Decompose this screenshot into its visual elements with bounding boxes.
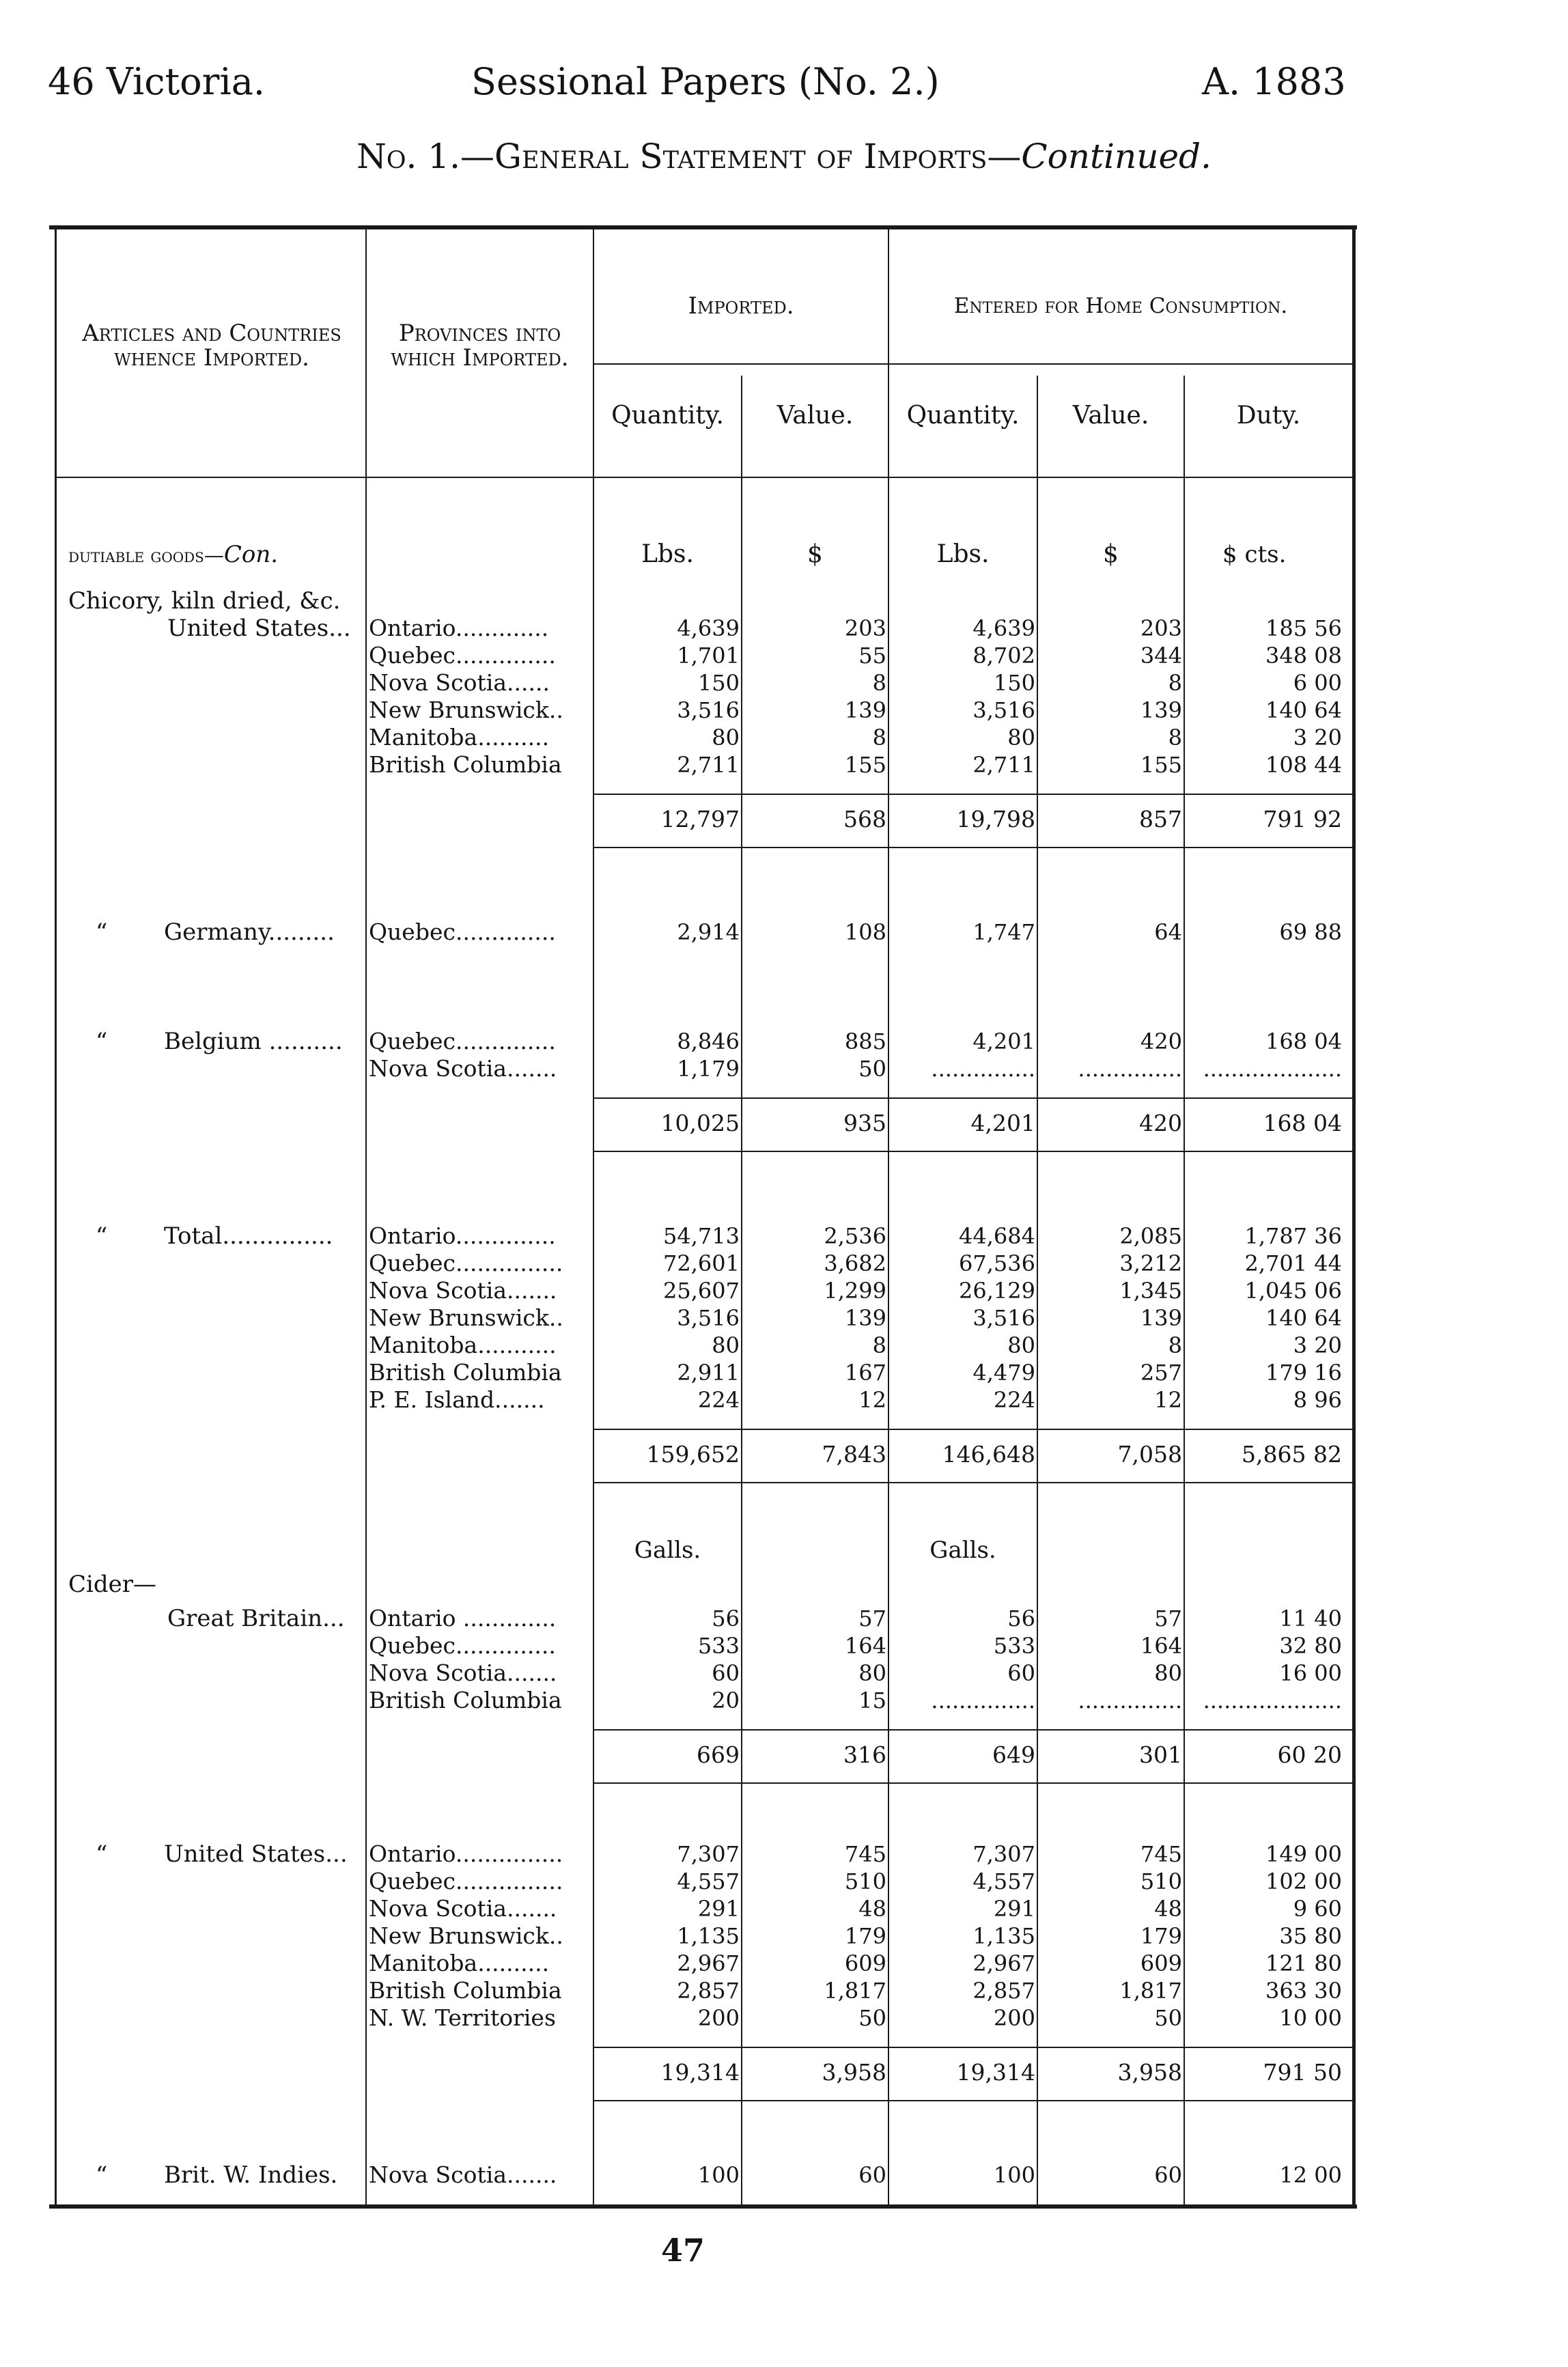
total-d: 791 50 — [1263, 2059, 1342, 2086]
ditto-mark: “ — [96, 1840, 108, 1868]
country-name: Total............... — [164, 1222, 333, 1250]
cell-d: 168 04 — [1265, 1028, 1342, 1054]
cell-v2: 80 — [1154, 1660, 1182, 1686]
cell-q: 54,713 — [663, 1223, 740, 1249]
province-name: Ontario............. — [369, 615, 549, 641]
province-name: Nova Scotia....... — [369, 1055, 557, 1082]
cell-d: 363 30 — [1265, 1978, 1342, 2004]
col-quantity2-header: Quantity. — [906, 402, 1020, 430]
cell-d: 9 60 — [1293, 1896, 1342, 1922]
unit-value2: $ — [1103, 540, 1119, 568]
cell-v: 745 — [844, 1841, 886, 1867]
province-name: Manitoba.......... — [369, 724, 550, 751]
province-name: Quebec............... — [369, 1250, 563, 1276]
title-continued: Continued. — [1021, 137, 1212, 176]
col-duty-header: Duty. — [1236, 402, 1301, 430]
cell-v: 179 — [844, 1923, 886, 1949]
province-name: Quebec............... — [369, 1868, 563, 1894]
cell-v: 1,299 — [824, 1278, 886, 1304]
cell-v2: 164 — [1140, 1633, 1182, 1659]
total-v: 568 — [843, 806, 886, 832]
cell-v: 164 — [844, 1633, 886, 1659]
cell-v: 55 — [858, 643, 886, 669]
unit-quantity2: Galls. — [929, 1537, 996, 1564]
cell-v: 203 — [844, 615, 886, 641]
cell-q2: 2,857 — [972, 1978, 1035, 2004]
total-v2: 3,958 — [1117, 2059, 1182, 2086]
header-split-rule — [593, 363, 1352, 365]
cell-q: 4,557 — [677, 1868, 740, 1894]
cell-q: 7,307 — [677, 1841, 740, 1867]
cell-v: 57 — [858, 1606, 886, 1631]
cell-d: 35 80 — [1279, 1923, 1342, 1949]
cell-q2: 80 — [1007, 725, 1035, 751]
cell-q: 80 — [712, 1332, 740, 1358]
total-d: 60 20 — [1277, 1741, 1342, 1768]
col-articles-header: Articles and Countries whence Imported. — [82, 320, 341, 372]
cell-q: 3,516 — [677, 1305, 740, 1331]
ditto-mark: “ — [96, 2161, 108, 2189]
cell-q: 2,711 — [677, 752, 740, 778]
cell-q: 224 — [697, 1387, 740, 1413]
cell-q2: 3,516 — [972, 697, 1035, 723]
cell-q2: 60 — [1007, 1660, 1035, 1686]
total-q: 12,797 — [660, 806, 740, 832]
cell-v2: ............... — [1078, 1056, 1182, 1082]
unit-duty: $ cts. — [1222, 541, 1287, 568]
cell-q: 2,857 — [677, 1978, 740, 2004]
cell-q2: 1,747 — [972, 919, 1035, 945]
cell-v: 8 — [872, 1332, 886, 1358]
unit-quantity: Lbs. — [641, 540, 694, 568]
total-rule-bottom — [594, 847, 1352, 848]
province-name: New Brunswick.. — [369, 1304, 563, 1331]
total-v2: 301 — [1139, 1741, 1182, 1768]
cell-v: 3,682 — [824, 1250, 886, 1276]
total-q2: 19,314 — [956, 2059, 1035, 2086]
unit-value: $ — [807, 540, 823, 568]
cell-q2: 80 — [1007, 1332, 1035, 1358]
table-bottom-rule — [49, 2204, 1357, 2209]
cell-v: 8 — [872, 725, 886, 751]
total-d: 791 92 — [1263, 806, 1342, 832]
total-q2: 4,201 — [970, 1110, 1035, 1136]
cell-q: 1,135 — [677, 1923, 740, 1949]
col-rule-4 — [888, 229, 889, 2204]
cell-q: 60 — [712, 1660, 740, 1686]
cell-q2: 100 — [993, 2162, 1035, 2188]
cell-d: 108 44 — [1265, 752, 1342, 778]
total-rule-top — [594, 1729, 1352, 1731]
cell-d: 1,787 36 — [1244, 1223, 1342, 1249]
cell-q: 8,846 — [677, 1028, 740, 1054]
col-rule-5 — [1037, 376, 1038, 2204]
cell-d: 179 16 — [1265, 1360, 1342, 1386]
cell-d: 149 00 — [1265, 1841, 1342, 1867]
total-d: 168 04 — [1263, 1110, 1342, 1136]
cell-q: 100 — [697, 2162, 740, 2188]
cell-d: 1,045 06 — [1244, 1278, 1342, 1304]
province-name: British Columbia — [369, 1977, 562, 2004]
cell-v: 167 — [844, 1360, 886, 1386]
cell-q2: 3,516 — [972, 1305, 1035, 1331]
cell-d: 32 80 — [1279, 1633, 1342, 1659]
cell-v2: 48 — [1154, 1896, 1182, 1922]
total-rule-top — [594, 794, 1352, 795]
total-rule-top — [594, 1429, 1352, 1430]
cell-v2: ............... — [1078, 1687, 1182, 1713]
cell-d: 16 00 — [1279, 1660, 1342, 1686]
province-name: Ontario.............. — [369, 1222, 556, 1249]
cell-q2: 7,307 — [972, 1841, 1035, 1867]
col-provinces-header: Provinces into which Imported. — [391, 320, 569, 372]
cell-d: 3 20 — [1293, 725, 1342, 751]
total-rule-bottom — [594, 1782, 1352, 1784]
cell-q: 56 — [712, 1606, 740, 1631]
total-v: 3,958 — [822, 2059, 886, 2086]
cell-d: .................... — [1203, 1687, 1342, 1713]
cell-d: 348 08 — [1265, 643, 1342, 669]
cell-q2: 26,129 — [959, 1278, 1035, 1304]
total-v2: 420 — [1139, 1110, 1182, 1136]
cell-v: 139 — [844, 1305, 886, 1331]
total-v2: 857 — [1139, 806, 1182, 832]
header-bottom-rule — [57, 477, 1352, 478]
page-number: 47 — [660, 2232, 705, 2269]
total-rule-bottom — [594, 2100, 1352, 2101]
cell-d: 140 64 — [1265, 1305, 1342, 1331]
total-v: 7,843 — [822, 1441, 886, 1468]
cell-d: 11 40 — [1279, 1606, 1342, 1631]
country-name: United States... — [164, 1840, 348, 1868]
province-name: N. W. Territories — [369, 2004, 556, 2031]
cell-q: 1,701 — [677, 643, 740, 669]
cell-v2: 8 — [1168, 725, 1182, 751]
cell-q2: 1,135 — [972, 1923, 1035, 1949]
running-head-left: 46 Victoria. — [48, 60, 266, 103]
cell-d: 69 88 — [1279, 919, 1342, 945]
total-q2: 19,798 — [956, 806, 1035, 832]
total-q2: 146,648 — [942, 1441, 1035, 1468]
cell-v2: 60 — [1154, 2162, 1182, 2188]
total-rule-top — [594, 2047, 1352, 2048]
total-d: 5,865 82 — [1242, 1441, 1342, 1468]
cell-q: 150 — [697, 670, 740, 696]
cell-q: 2,967 — [677, 1950, 740, 1976]
cell-v: 50 — [858, 2005, 886, 2031]
cell-q2: 4,201 — [972, 1028, 1035, 1054]
cell-v: 2,536 — [824, 1223, 886, 1249]
article-name: Cider— — [68, 1571, 157, 1598]
province-name: British Columbia — [369, 1359, 562, 1386]
cell-v2: 344 — [1140, 643, 1182, 669]
cell-d: 185 56 — [1265, 615, 1342, 641]
cell-q: 20 — [712, 1687, 740, 1713]
cell-v: 80 — [858, 1660, 886, 1686]
unit-quantity: Galls. — [634, 1537, 701, 1564]
province-name: P. E. Island....... — [369, 1386, 545, 1413]
cell-v2: 1,345 — [1119, 1278, 1182, 1304]
cell-q2: 2,711 — [972, 752, 1035, 778]
cell-q: 291 — [697, 1896, 740, 1922]
cell-d: 2,701 44 — [1244, 1250, 1342, 1276]
total-v: 316 — [843, 1741, 886, 1768]
cell-v: 108 — [844, 919, 886, 945]
running-head-right: A. 1883 — [1202, 60, 1346, 103]
ditto-mark: “ — [96, 1028, 108, 1055]
article-name: Chicory, kiln dried, &c. — [68, 587, 341, 615]
cell-q2: 200 — [993, 2005, 1035, 2031]
cell-v: 139 — [844, 697, 886, 723]
cell-v: 1,817 — [824, 1978, 886, 2004]
province-name: Quebec.............. — [369, 919, 556, 945]
col-imported-header: Imported. — [688, 292, 794, 320]
province-name: Nova Scotia....... — [369, 1659, 557, 1686]
cell-v2: 179 — [1140, 1923, 1182, 1949]
cell-v2: 8 — [1168, 670, 1182, 696]
cell-v2: 257 — [1140, 1360, 1182, 1386]
cell-d: .................... — [1203, 1056, 1342, 1082]
province-name: Nova Scotia....... — [369, 2161, 557, 2188]
cell-v2: 203 — [1140, 615, 1182, 641]
total-v: 935 — [843, 1110, 886, 1136]
cell-v2: 8 — [1168, 1332, 1182, 1358]
cell-v: 15 — [858, 1687, 886, 1713]
cell-v: 885 — [844, 1028, 886, 1054]
province-name: Manitoba.......... — [369, 1950, 550, 1976]
total-rule-bottom — [594, 1482, 1352, 1483]
cell-v2: 2,085 — [1119, 1223, 1182, 1249]
cell-v: 48 — [858, 1896, 886, 1922]
total-rule-top — [594, 1097, 1352, 1099]
cell-q2: 67,536 — [959, 1250, 1035, 1276]
total-q: 159,652 — [646, 1441, 740, 1468]
province-name: Nova Scotia...... — [369, 669, 550, 696]
cell-d: 6 00 — [1293, 670, 1342, 696]
province-name: British Columbia — [369, 1687, 562, 1713]
col-rule-2 — [593, 229, 594, 2204]
page-title — [0, 137, 1568, 176]
cell-q: 2,911 — [677, 1360, 740, 1386]
total-rule-bottom — [594, 1151, 1352, 1152]
cell-v: 8 — [872, 670, 886, 696]
cell-v2: 12 — [1154, 1387, 1182, 1413]
cell-v: 50 — [858, 1056, 886, 1082]
cell-v2: 3,212 — [1119, 1250, 1182, 1276]
cell-d: 12 00 — [1279, 2162, 1342, 2188]
province-name: Quebec.............. — [369, 1028, 556, 1054]
col-quantity-header: Quantity. — [611, 402, 724, 430]
cell-q2: 4,639 — [972, 615, 1035, 641]
table-right-border — [1352, 229, 1356, 2204]
cell-v: 60 — [858, 2162, 886, 2188]
ditto-mark: “ — [96, 1222, 108, 1250]
province-name: New Brunswick.. — [369, 1922, 563, 1949]
cell-q2: 4,479 — [972, 1360, 1035, 1386]
cell-q2: 44,684 — [959, 1223, 1035, 1249]
section-label: dutiable goods—Con. — [68, 541, 279, 568]
country-name: Great Britain... — [167, 1605, 345, 1632]
cell-v2: 1,817 — [1119, 1978, 1182, 2004]
cell-q2: 56 — [1007, 1606, 1035, 1631]
ditto-mark: “ — [96, 919, 108, 946]
province-name: Ontario............... — [369, 1840, 563, 1867]
table-top-rule — [49, 225, 1357, 229]
cell-q2: 533 — [993, 1633, 1035, 1659]
province-name: Nova Scotia....... — [369, 1895, 557, 1922]
cell-q2: 291 — [993, 1896, 1035, 1922]
cell-q: 533 — [697, 1633, 740, 1659]
province-name: New Brunswick.. — [369, 697, 563, 723]
unit-quantity2: Lbs. — [936, 540, 990, 568]
cell-v2: 745 — [1140, 1841, 1182, 1867]
col-value2-header: Value. — [1072, 402, 1149, 430]
total-q: 10,025 — [660, 1110, 740, 1136]
country-name: Brit. W. Indies. — [164, 2161, 338, 2189]
cell-d: 10 00 — [1279, 2005, 1342, 2031]
cell-d: 121 80 — [1265, 1950, 1342, 1976]
col-rule-3 — [741, 376, 742, 2204]
col-rule-6 — [1184, 376, 1185, 2204]
col-value-header: Value. — [776, 402, 854, 430]
cell-q2: 2,967 — [972, 1950, 1035, 1976]
cell-q2: 150 — [993, 670, 1035, 696]
cell-v2: 155 — [1140, 752, 1182, 778]
table-left-border — [55, 229, 57, 2204]
cell-v: 12 — [858, 1387, 886, 1413]
col-entered-header: Entered for Home Consumption. — [953, 294, 1288, 318]
cell-q: 3,516 — [677, 697, 740, 723]
col-rule-1 — [365, 229, 367, 2204]
cell-v2: 139 — [1140, 697, 1182, 723]
total-q: 19,314 — [660, 2059, 740, 2086]
cell-v2: 510 — [1140, 1868, 1182, 1894]
cell-q: 2,914 — [677, 919, 740, 945]
cell-q: 80 — [712, 725, 740, 751]
country-name: Germany......... — [164, 919, 335, 946]
cell-v: 155 — [844, 752, 886, 778]
cell-d: 140 64 — [1265, 697, 1342, 723]
cell-v2: 57 — [1154, 1606, 1182, 1631]
cell-v2: 139 — [1140, 1305, 1182, 1331]
cell-d: 8 96 — [1293, 1387, 1342, 1413]
province-name: Quebec.............. — [369, 1632, 556, 1659]
cell-v: 609 — [844, 1950, 886, 1976]
cell-v2: 609 — [1140, 1950, 1182, 1976]
cell-v2: 64 — [1154, 919, 1182, 945]
title-main: No. 1.—General Statement of Imports— — [356, 137, 1022, 176]
province-name: Nova Scotia....... — [369, 1277, 557, 1304]
cell-q: 1,179 — [677, 1056, 740, 1082]
cell-q: 25,607 — [663, 1278, 740, 1304]
country-name: United States... — [167, 615, 351, 642]
cell-v2: 50 — [1154, 2005, 1182, 2031]
cell-q: 200 — [697, 2005, 740, 2031]
country-name: Belgium .......... — [164, 1028, 343, 1055]
province-name: British Columbia — [369, 751, 562, 778]
total-v2: 7,058 — [1117, 1441, 1182, 1468]
cell-v: 510 — [844, 1868, 886, 1894]
running-head-center: Sessional Papers (No. 2.) — [471, 60, 940, 103]
cell-q2: 4,557 — [972, 1868, 1035, 1894]
cell-q: 72,601 — [663, 1250, 740, 1276]
cell-q2: ............... — [931, 1056, 1035, 1082]
cell-d: 3 20 — [1293, 1332, 1342, 1358]
cell-q2: ............... — [931, 1687, 1035, 1713]
cell-v2: 420 — [1140, 1028, 1182, 1054]
province-name: Quebec.............. — [369, 642, 556, 669]
cell-q: 4,639 — [677, 615, 740, 641]
total-q: 669 — [697, 1741, 740, 1768]
province-name: Manitoba........... — [369, 1332, 557, 1358]
cell-d: 102 00 — [1265, 1868, 1342, 1894]
cell-q2: 224 — [993, 1387, 1035, 1413]
total-q2: 649 — [992, 1741, 1035, 1768]
province-name: Ontario ............. — [369, 1605, 557, 1631]
cell-q2: 8,702 — [972, 643, 1035, 669]
